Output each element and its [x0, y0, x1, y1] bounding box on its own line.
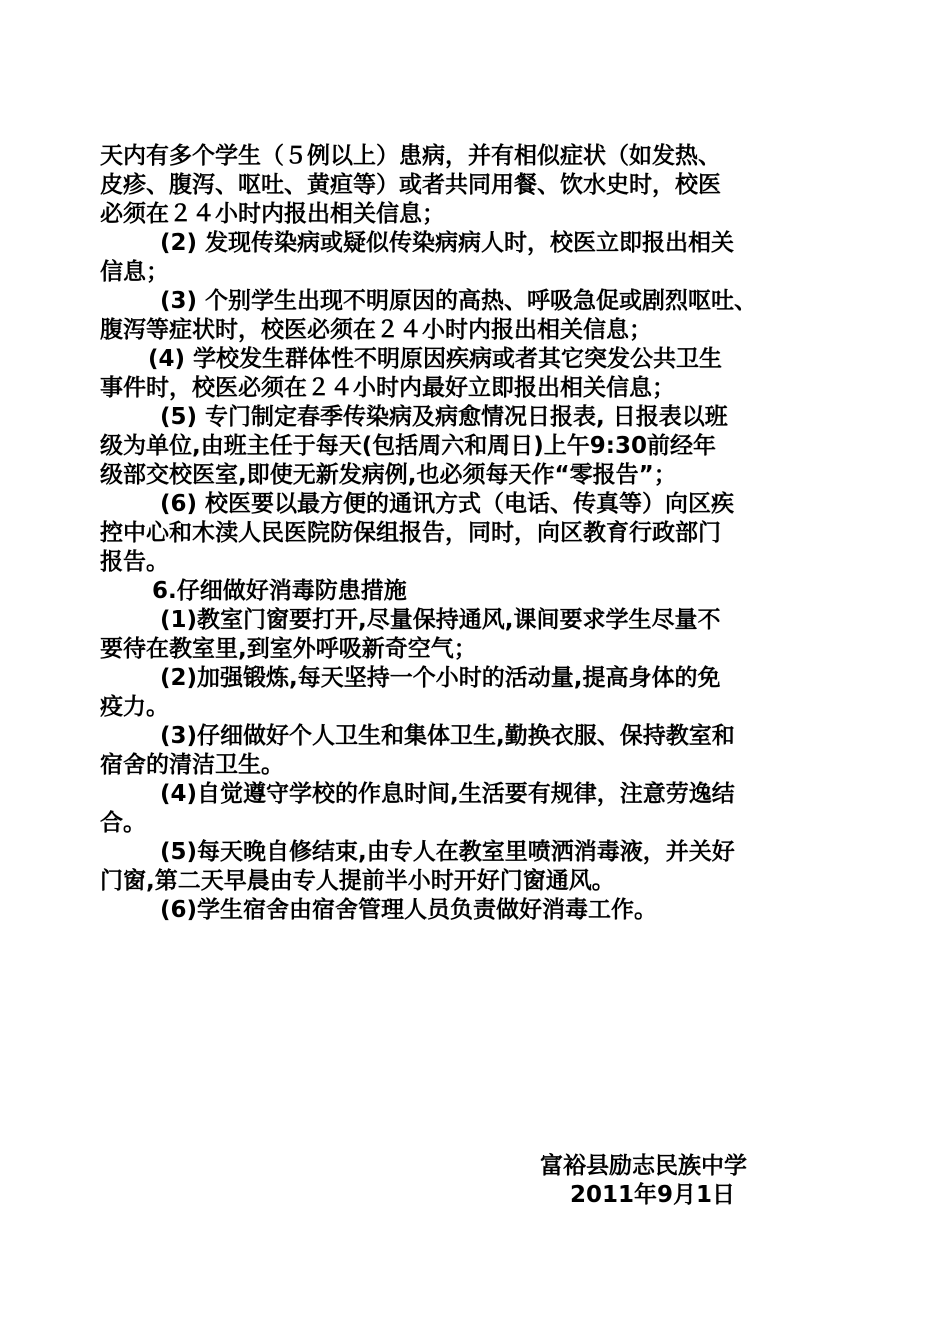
body-line-18: 要待在教室里,到室外呼吸新奇空气；: [100, 636, 477, 662]
signature-organization: 富裕县励志民族中学: [540, 1153, 747, 1179]
body-line-10: (5) 专门制定春季传染病及病愈情况日报表, 日报表以班: [160, 404, 728, 430]
body-line-21: (3)仔细做好个人卫生和集体卫生,勤换衣服、保持教室和: [160, 723, 735, 749]
section-heading: 6.仔细做好消毒防患措施: [152, 578, 407, 604]
body-line-13: (6) 校医要以最方便的通讯方式（电话、传真等）向区疾: [160, 491, 735, 517]
body-line-14: 控中心和木渎人民医院防保组报告，同时，向区教育行政部门: [100, 520, 721, 546]
body-line-3: 必须在２４小时内报出相关信息；: [100, 201, 445, 227]
body-line-6: (3) 个别学生出现不明原因的高热、呼吸急促或剧烈呕吐、: [160, 288, 758, 314]
body-line-7: 腹泻等症状时，校医必须在２４小时内报出相关信息；: [100, 317, 652, 343]
body-line-19: (2)加强锻炼,每天坚持一个小时的活动量,提高身体的免: [160, 665, 721, 691]
body-line-11: 级为单位,由班主任于每天(包括周六和周日)上午9:30前经年: [100, 433, 716, 459]
body-line-24: 合。: [100, 810, 146, 836]
body-line-22: 宿舍的清洁卫生。: [100, 752, 284, 778]
body-line-26: 门窗,第二天早晨由专人提前半小时开好门窗通风。: [100, 868, 615, 894]
body-line-25: (5)每天晚自修结束,由专人在教室里喷洒消毒液，并关好: [160, 839, 735, 865]
body-line-4: (2) 发现传染病或疑似传染病病人时，校医立即报出相关: [160, 230, 735, 256]
signature-date: 2011年9月1日: [570, 1182, 736, 1208]
body-line-5: 信息；: [100, 259, 169, 285]
body-line-12: 级部交校医室,即使无新发病例,也必须每天作“零报告”；: [100, 462, 677, 488]
body-line-27: (6)学生宿舍由宿舍管理人员负责做好消毒工作。: [160, 897, 658, 923]
body-line-1: 天内有多个学生（５例以上）患病，并有相似症状（如发热、: [100, 143, 721, 169]
body-line-2: 皮疹、腹泻、呕吐、黄疸等）或者共同用餐、饮水史时，校医: [100, 172, 721, 198]
body-line-20: 疫力。: [100, 694, 169, 720]
body-line-23: (4)自觉遵守学校的作息时间,生活要有规律，注意劳逸结: [160, 781, 735, 807]
body-line-17: (1)教室门窗要打开,尽量保持通风,课间要求学生尽量不: [160, 607, 721, 633]
body-line-15: 报告。: [100, 549, 169, 575]
body-line-8: (4) 学校发生群体性不明原因疾病或者其它突发公共卫生: [148, 346, 723, 372]
body-line-9: 事件时，校医必须在２４小时内最好立即报出相关信息；: [100, 375, 675, 401]
